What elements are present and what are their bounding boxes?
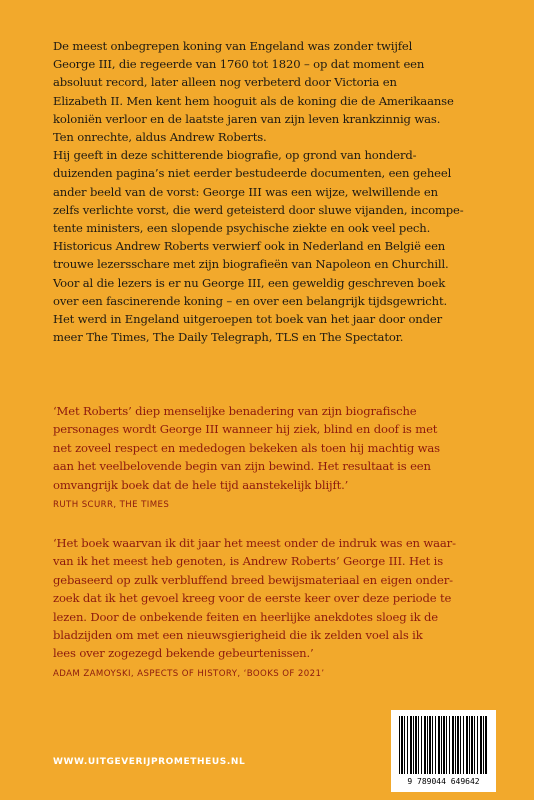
blurb-line: meer The Times, The Daily Telegraph, TLS en The Spectator. (53, 330, 404, 345)
blurb-line: over een fascinerende koning – en over een belangrijk tijdsgewricht. (53, 293, 447, 308)
review-line: personages wordt George III wanneer hij ziek, blind en doof is met (53, 422, 438, 437)
blurb-line: Hij geeft in deze schitterende biografie, op grond van honderd- (53, 148, 417, 163)
review-quote-1 (53, 402, 493, 514)
isbn-number: 9 789044 649642 (407, 777, 480, 786)
publisher-website[interactable]: WWW.UITGEVERIJPROMETHEUS.NL (53, 757, 246, 767)
blurb-line: De meest onbegrepen koning van Engeland was zonder twijfel (53, 39, 413, 53)
blurb-line: Historicus Andrew Roberts verwierf ook in Nederland en België een (53, 239, 446, 254)
review-line: omvangrijk boek dat de hele tijd aanstekelijk blijft.’ (53, 477, 349, 492)
isbn-barcode (391, 710, 496, 792)
blurb-line: Ten onrechte, aldus Andrew Roberts. (53, 130, 267, 145)
blurb-line: tente ministers, een slopende psychische ziekte en ook veel pech. (53, 221, 431, 236)
blurb-line: ander beeld van de vorst: George III was een wijze, welwillende en (53, 184, 438, 199)
blurb-line: absoluut record, later alleen nog verbeterd door Victoria en (53, 75, 397, 90)
blurb-line: trouwe lezersschare met zijn biografieën van Napoleon en Churchill. (53, 257, 449, 272)
review-line: van ik het meest heb genoten, is Andrew Roberts’ George III. Het is (53, 554, 444, 569)
barcode-bars (399, 716, 488, 774)
blurb-line: Voor al die lezers is er nu George III, een geweldig geschreven boek (53, 275, 446, 290)
blurb-line: Het werd in Engeland uitgeroepen tot boek van het jaar door onder (53, 312, 442, 327)
review-attribution: RUTH SCURR, THE TIMES (53, 500, 170, 511)
blurb-line: duizenden pagina’s niet eerder bestudeerde documenten, een geheel (53, 166, 452, 181)
review-line: gebaseerd op zulk verbluffend breed bewijsmateriaal en eigen onder- (53, 572, 453, 587)
review-line: zoek dat ik het gevoel kreeg voor de eerste keer over deze periode te (53, 591, 452, 606)
review-line: ‘Het boek waarvan ik dit jaar het meest onder de indruk was en waar- (53, 536, 456, 550)
review-line: net zoveel respect en mededogen bekeken als toen hij machtig was (53, 440, 440, 455)
review-line: aan het veelbelovende begin van zijn bewind. Het resultaat is een (53, 459, 431, 474)
review-line: bladzijden om met een nieuwsgierigheid die ik zelden voel als ik (53, 628, 423, 643)
blurb-line: Elizabeth II. Men kent hem hooguit als de koning die de Amerikaanse (53, 93, 454, 108)
review-line: lezen. Door de onbekende feiten en heerlijke anekdotes sloeg ik de (53, 609, 438, 624)
blurb-line: zelfs verlichte vorst, die werd geteisterd door sluwe vijanden, incompe- (53, 202, 464, 217)
blurb-line: koloniën verloor en de laatste jaren van zijn leven krankzinnig was. (53, 111, 441, 126)
review-quote-2 (53, 534, 493, 683)
review-attribution: ADAM ZAMOYSKI, ASPECTS OF HISTORY, ‘BOOKS OF 2021’ (53, 668, 325, 679)
back-cover-blurb (53, 37, 493, 346)
blurb-line: George III, die regeerde van 1760 tot 1820 – op dat moment een (53, 57, 425, 72)
review-line: lees over zogezegd bekende gebeurtenissen.’ (53, 646, 314, 661)
review-line: ‘Met Roberts’ diep menselijke benadering van zijn biografische (53, 404, 417, 418)
